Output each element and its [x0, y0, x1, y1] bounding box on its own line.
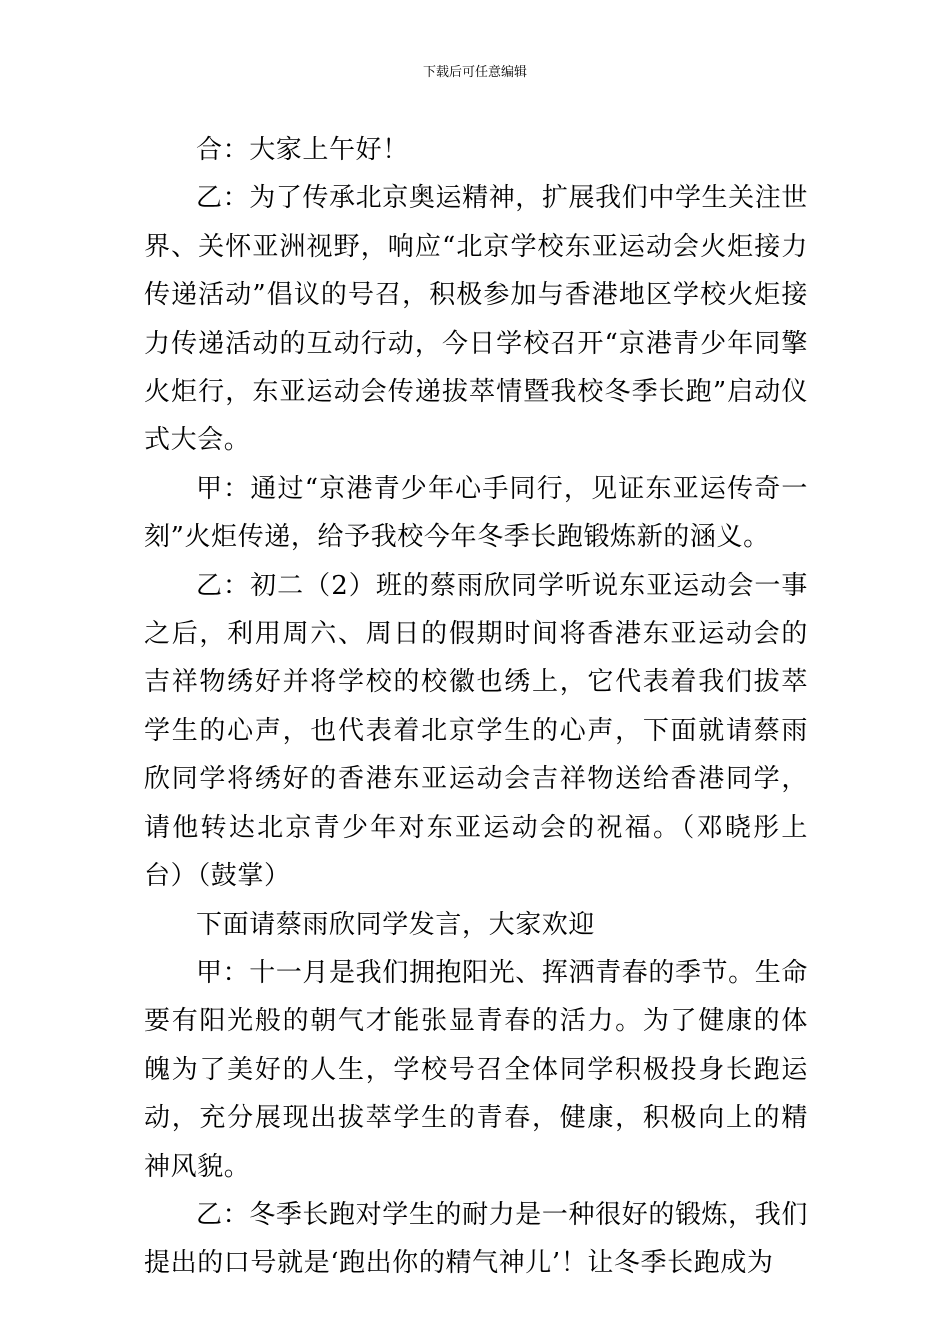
- paragraph-jia-november: 甲：十一月是我们拥抱阳光、挥洒青春的季节。生命要有阳光般的朝气才能张显青春的活力。为了健康的体魄为了美好的人生，学校号召全体同学积极投身长跑运动，充分展现出拔萃学生的青春，健康，积极向上的精神风貌。: [144, 957, 808, 1182]
- document-body: [144, 126, 808, 1288]
- paragraph-yi-endurance: 乙：冬季长跑对学生的耐力是一种很好的锻炼，我们提出的口号就是‘跑出你的精气神儿’！让冬季长跑成为: [144, 1199, 808, 1279]
- paragraph-greeting: 合：大家上午好！: [196, 135, 409, 165]
- paragraph-yi-mascot: 乙：初二（2）班的蔡雨欣同学听说东亚运动会一事之后，利用周六、周日的假期时间将香港东亚运动会的吉祥物绣好并将学校的校徽也绣上，它代表着我们拔萃学生的心声，也代表着北京学生的心声，下面就请蔡雨欣同学将绣好的香港东亚运动会吉祥物送给香港同学，请他转达北京青少年对东亚运动会的祝福。（邓晓彤上台）（鼓掌）: [144, 570, 808, 892]
- paragraph-yi-opening: 乙：为了传承北京奥运精神，扩展我们中学生关注世界、关怀亚洲视野，响应“北京学校东亚运动会火炬接力传递活动”倡议的号召，积极参加与香港地区学校火炬接力传递活动的互动行动，今日学校召开“京港青少年同擎火炬行，东亚运动会传递拔萃情暨我校冬季长跑”启动仪式大会。: [144, 183, 808, 456]
- page-header: 下载后可任意编辑: [422, 65, 527, 80]
- paragraph-jia-torch: 甲：通过“京港青少年心手同行，见证东亚运传奇一刻”火炬传递，给予我校今年冬季长跑锻炼新的涵义。: [144, 473, 808, 553]
- paragraph-invite-speech: 下面请蔡雨欣同学发言，大家欢迎: [196, 909, 596, 940]
